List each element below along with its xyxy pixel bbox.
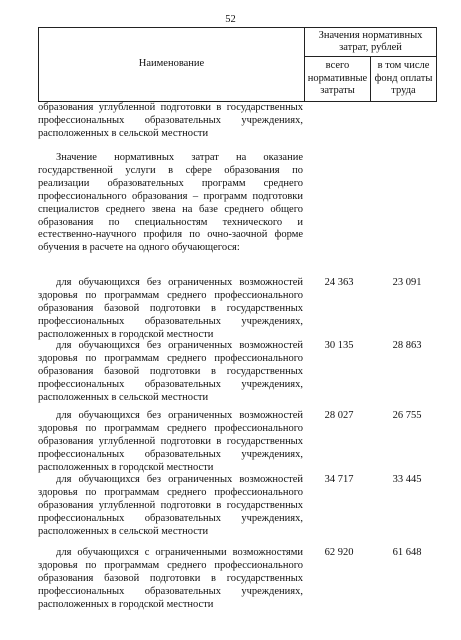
row-4-total: 34 717 (324, 474, 354, 485)
row-1-wage: 23 091 (392, 277, 422, 288)
row-5-text: для обучающихся с ограниченными возможностями здоровья по программам среднего профессионального образования базовой подготовки в государственных профессиональных образовательных учреждениях, расположенных в городской местности (38, 547, 303, 610)
row-2-total: 30 135 (324, 340, 354, 351)
header-name-column: Наименование (39, 28, 305, 102)
table-header (38, 27, 437, 102)
row-3-total: 28 027 (324, 410, 354, 421)
header-wage-column: в том числе фонд оплаты труда (371, 57, 437, 102)
row-1-total: 24 363 (324, 277, 354, 288)
row-2-wage: 28 863 (392, 340, 422, 351)
intro-paragraph: Значение нормативных затрат на оказание государственной услуги в сфере образования по реализации образовательных программ среднего профессионального образования – программ подготовки специалистов среднего звена на базе среднего общего образования по специальностям технического и естественно-научного профиля по очно-заочной форме обучения в расчете на одного обучающегося: (38, 152, 303, 254)
continued-row-text: образования углубленной подготовки в государственных профессиональных образовательных учреждениях, расположенных в сельской местности (38, 102, 303, 139)
row-5-wage: 61 648 (392, 547, 422, 558)
row-4-text: для обучающихся без ограниченных возможностей здоровья по программам среднего профессионального образования углубленной подготовки в государственных профессиональных образовательных учреждениях, расположенных в сельской местности (38, 474, 303, 537)
row-1-text: для обучающихся без ограниченных возможностей здоровья по программам среднего профессионального образования базовой подготовки в государственных профессиональных образовательных учреждениях, расположенных в городской местности (38, 277, 303, 340)
row-3-wage: 26 755 (392, 410, 422, 421)
header-total-column: всего нормативные затраты (305, 57, 371, 102)
row-4-wage: 33 445 (392, 474, 422, 485)
header-values-group: Значения нормативных затрат, рублей (305, 28, 437, 57)
row-3-text: для обучающихся без ограниченных возможностей здоровья по программам среднего профессионального образования углубленной подготовки в государственных профессиональных образовательных учреждениях, расположенных в городской местности (38, 410, 303, 473)
row-5-total: 62 920 (324, 547, 354, 558)
page-number: 52 (225, 14, 236, 25)
row-2-text: для обучающихся без ограниченных возможностей здоровья по программам среднего профессионального образования базовой подготовки в государственных профессиональных образовательных учреждениях, расположенных в сельской местности (38, 340, 303, 403)
